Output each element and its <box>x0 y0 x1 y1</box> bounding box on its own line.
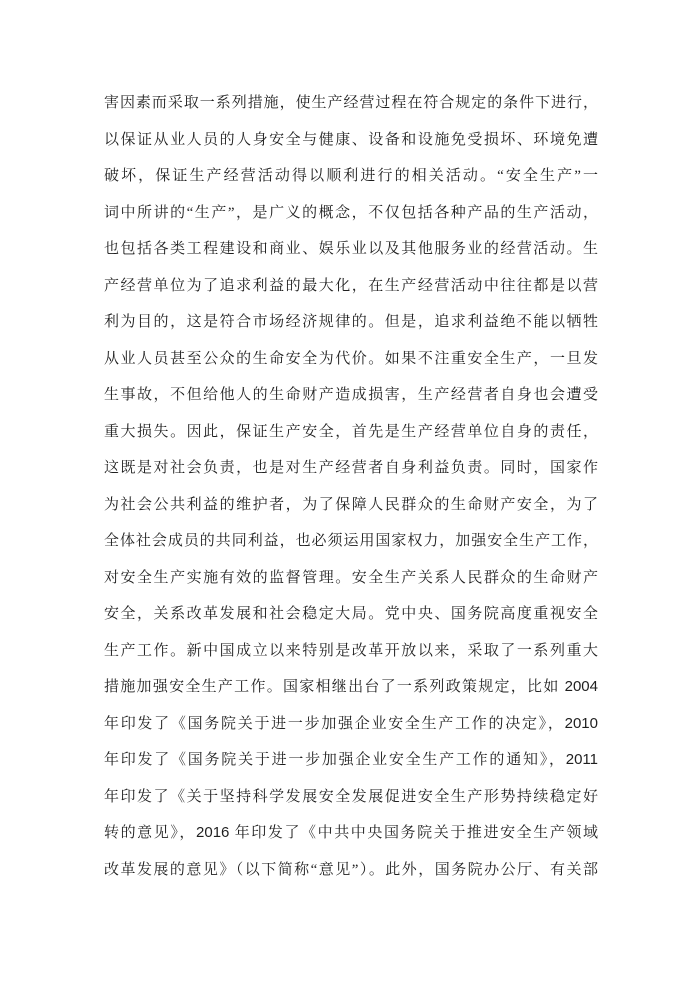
text-line: 重大损失。因此，保证生产安全，首先是生产经营单位自身的责任， <box>104 423 598 440</box>
text-line: 词中所讲的“生产”，是广义的概念，不仅包括各种产品的生产活动， <box>104 204 598 221</box>
text-line: 从业人员甚至公众的生命安全为代价。如果不注重安全生产，一旦发 <box>104 350 598 367</box>
text-line: 也包括各类工程建设和商业、娱乐业以及其他服务业的经营活动。生 <box>104 241 598 257</box>
text-line: 生产工作。新中国成立以来特别是改革开放以来，采取了一系列重大 <box>104 642 598 659</box>
text-line: 改革发展的意见》（以下简称“意见”）。此外，国务院办公厅、有关部 <box>104 861 598 878</box>
text-line: 措施加强安全生产工作。国家相继出台了一系列政策规定，比如 2004 <box>104 678 598 695</box>
text-line: 年印发了《国务院关于进一步加强企业安全生产工作的通知》，2011 <box>104 751 598 768</box>
text-line: 转的意见》，2016 年印发了《中共中央国务院关于推进安全生产领域 <box>104 824 598 841</box>
text-line: 为社会公共利益的维护者，为了保障人民群众的生命财产安全，为了 <box>104 496 598 513</box>
text-line: 产经营单位为了追求利益的最大化，在生产经营活动中往往都是以营 <box>104 277 598 294</box>
text-line: 年印发了《国务院关于进一步加强企业安全生产工作的决定》，2010 <box>104 714 598 732</box>
text-line: 安全，关系改革发展和社会稳定大局。党中央、国务院高度重视安全 <box>104 606 598 622</box>
text-line: 年印发了《关于坚持科学发展安全发展促进安全生产形势持续稳定好 <box>104 788 598 805</box>
text-line: 这既是对社会负责，也是对生产经营者自身利益负责。同时，国家作 <box>104 460 598 476</box>
text-line: 对安全生产实施有效的监督管理。安全生产关系人民群众的生命财产 <box>104 569 598 586</box>
text-line: 生事故，不但给他人的生命财产造成损害，生产经营者自身也会遭受 <box>104 387 598 403</box>
text-line: 全体社会成员的共同利益，也必须运用国家权力，加强安全生产工作， <box>104 533 598 549</box>
body-paragraph <box>104 85 598 888</box>
text-line: 利为目的，这是符合市场经济规律的。但是，追求利益绝不能以牺牲 <box>104 314 598 330</box>
text-line: 害因素而采取一系列措施，使生产经营过程在符合规定的条件下进行， <box>104 95 598 111</box>
text-line: 以保证从业人员的人身安全与健康、设备和设施免受损坏、环境免遭 <box>104 131 598 148</box>
text-line: 破坏，保证生产经营活动得以顺利进行的相关活动。“安全生产”一 <box>104 168 598 184</box>
